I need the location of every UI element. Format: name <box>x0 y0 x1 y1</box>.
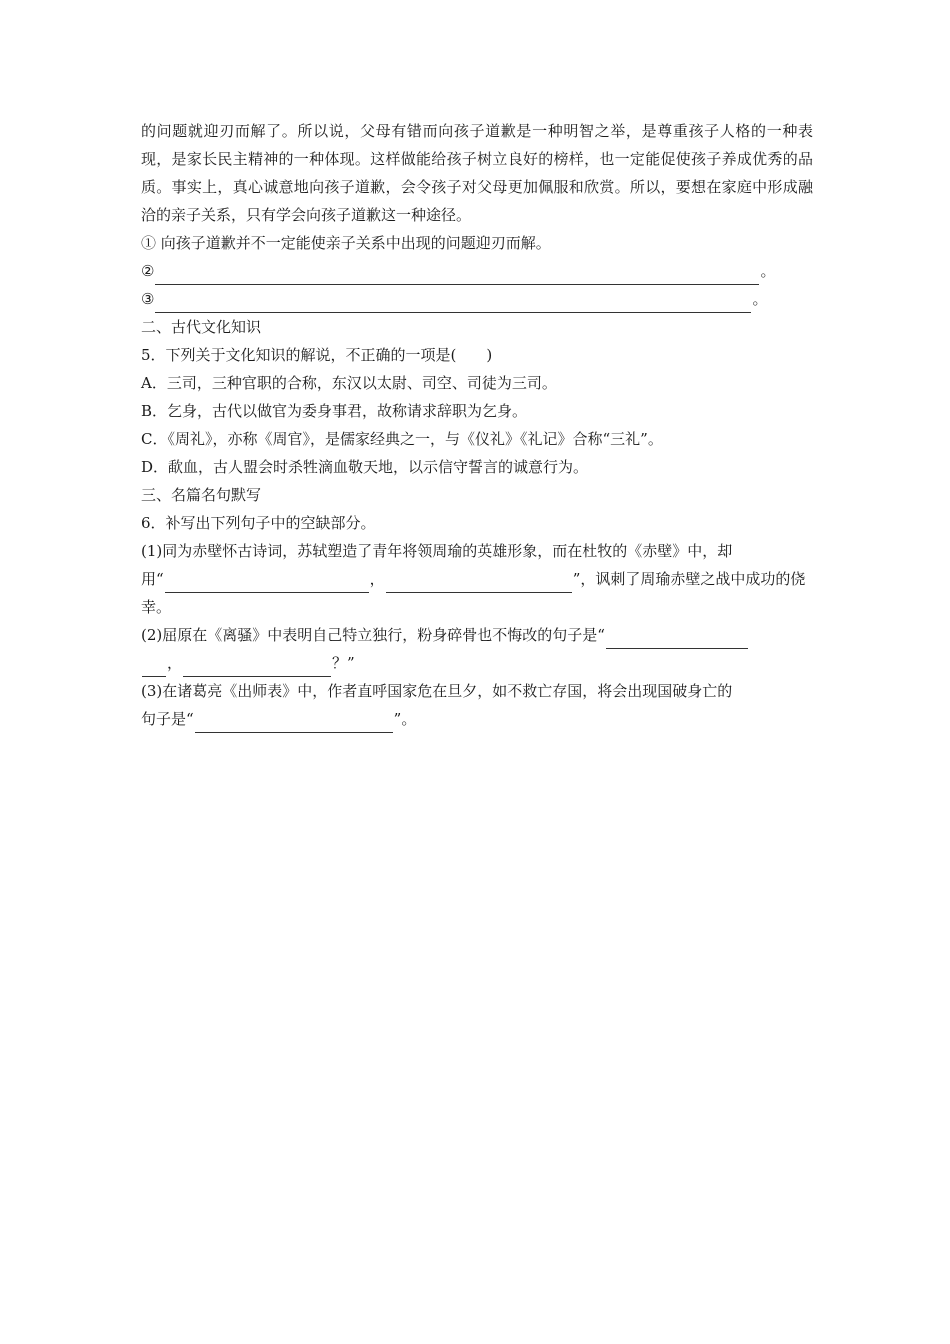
answer-item-1: ① 向孩子道歉并不一定能使亲子关系中出现的问题迎刃而解。 <box>141 234 551 252</box>
passage-text: 的问题就迎刃而解了。所以说，父母有错而向孩子道歉是一种明智之举，是尊重孩子人格的一种表现，是家长民主精神的一种体现。这样做能给孩子树立良好的榜样，也一定能促使孩子养成优秀的品质。事实上，真心诚意地向孩子道歉，会令孩子对父母更加佩服和欣赏。所以，要想在家庭中形成融洽的亲子关系，只有学会向孩子道歉这一种途径。 <box>141 122 813 224</box>
question-6-1-line2 <box>141 565 813 593</box>
answer-item-3 <box>141 285 813 313</box>
question-6-1-line1: (1)同为赤壁怀古诗词，苏轼塑造了青年将领周瑜的英雄形象，而在杜牧的《赤壁》中，却 <box>141 542 733 560</box>
document-page <box>141 117 813 733</box>
option-d: D．歃血，古人盟会时杀牲滴血敬天地，以示信守誓言的诚意行为。 <box>141 458 589 476</box>
blank-6-1-b[interactable] <box>386 574 572 593</box>
question-6-3-line2 <box>141 705 813 733</box>
section-heading-culture: 二、古代文化知识 <box>141 318 262 336</box>
comma: ， <box>369 570 385 588</box>
question-6-1-line3: 幸。 <box>141 598 172 616</box>
question-6-2-text: (2)屈原在《离骚》中表明自己特立独行，粉身碎骨也不悔改的句子是“ <box>141 626 605 644</box>
answer-item-2 <box>141 257 813 285</box>
section-heading-recitation: 三、名篇名句默写 <box>141 486 262 504</box>
blank-6-2-b[interactable] <box>183 658 331 677</box>
answer-item-3-end: 。 <box>752 290 768 308</box>
quote-open: 用“ <box>141 570 164 588</box>
option-b: B．乞身，古代以做官为委身事君，故称请求辞职为乞身。 <box>141 402 528 420</box>
question-6: 6．补写出下列句子中的空缺部分。 <box>141 514 376 532</box>
blank-6-2-a-cont[interactable] <box>142 658 166 677</box>
answer-item-2-blank[interactable] <box>155 266 759 285</box>
question-6-3-lead: 句子是“ <box>141 710 194 728</box>
quote-close: ？” <box>332 654 355 672</box>
question-6-3-line1: (3)在诸葛亮《出师表》中，作者直呼国家危在旦夕，如不救亡存国，将会出现国破身亡的 <box>141 682 733 700</box>
question-6-2-line1 <box>141 621 813 649</box>
answer-item-3-blank[interactable] <box>155 294 751 313</box>
answer-item-2-end: 。 <box>760 262 776 280</box>
blank-6-3[interactable] <box>195 714 393 733</box>
quote-close: ”。 <box>393 710 417 728</box>
answer-item-3-marker: ③ <box>141 290 155 308</box>
comma: ， <box>167 654 183 672</box>
answer-item-2-marker: ② <box>141 262 155 280</box>
blank-6-2-a[interactable] <box>606 630 748 649</box>
option-a: A．三司，三种官职的合称，东汉以太尉、司空、司徒为三司。 <box>141 374 557 392</box>
question-5: 5．下列关于文化知识的解说，不正确的一项是( ) <box>141 346 493 364</box>
question-6-2-line2 <box>141 649 813 677</box>
option-c: C．《周礼》，亦称《周官》，是儒家经典之一，与《仪礼》《礼记》合称“三礼”。 <box>141 430 663 448</box>
quote-close-text: ”，讽刺了周瑜赤壁之战中成功的侥 <box>572 570 806 588</box>
blank-6-1-a[interactable] <box>165 574 369 593</box>
